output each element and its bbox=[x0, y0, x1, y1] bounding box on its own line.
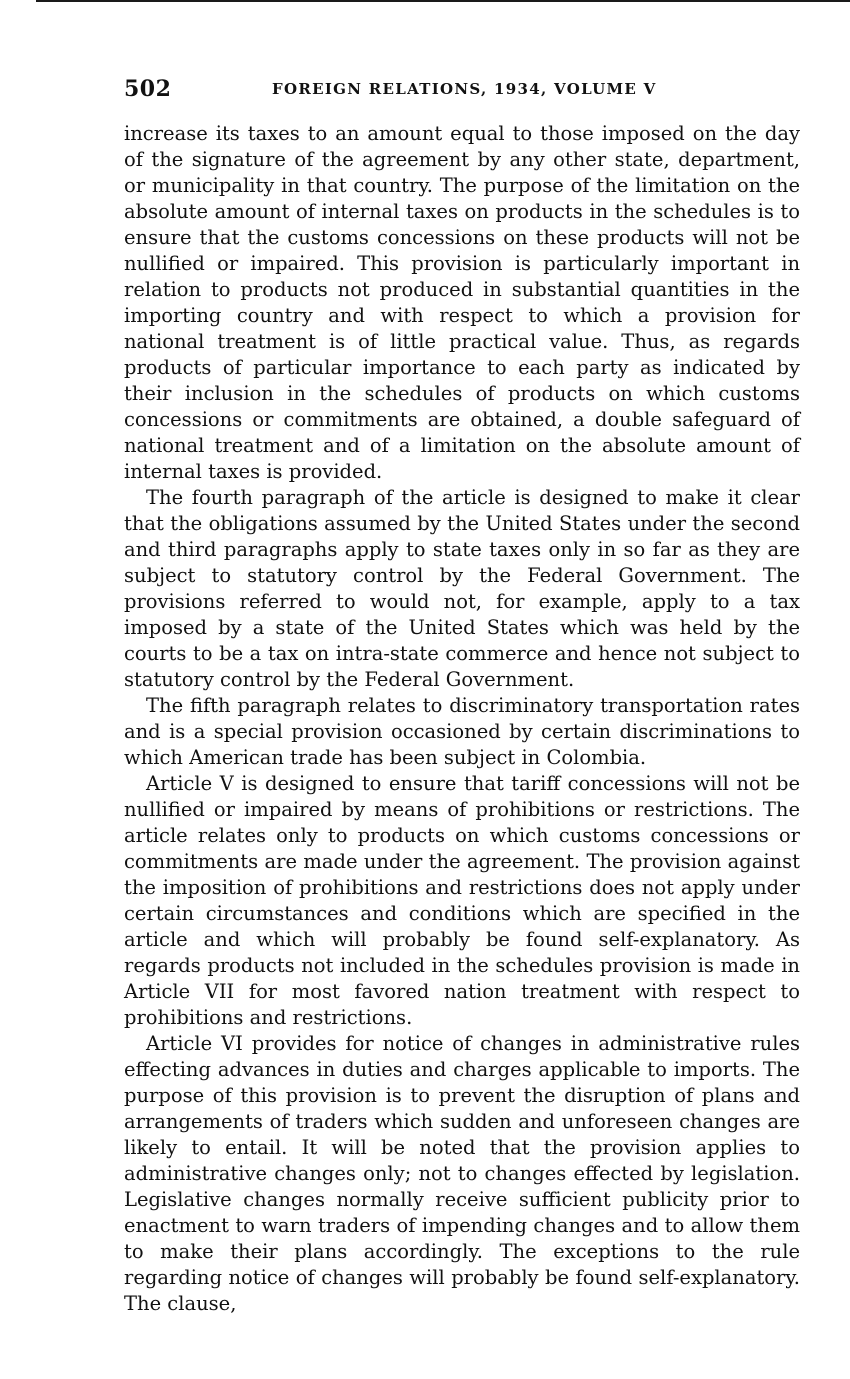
paragraph-fourth-paragraph: The fourth paragraph of the article is designed to make it clear that the obligations assumed by the United States under the second and third paragraphs apply to state taxes only in so far as they are subject to statutory control by the Federal Government. The provisions referred to would not, for example, apply to a tax imposed by a state of the United States which was held by the courts to be a tax on intra-state commerce and hence not subject to statutory control by the Federal Government. bbox=[124, 486, 800, 691]
paragraph-article-vi: Article VI provides for notice of changes in administrative rules effecting advances in duties and charges applicable to imports. The purpose of this provision is to prevent the disruption of plans and arrangements of traders which sudden and unforeseen changes are likely to entail. It will be noted that the provision applies to administrative changes only; not to changes effected by legislation. Legislative changes normally receive sufficient publicity prior to enactment to warn traders of impending changes and to allow them to make their plans accordingly. The exceptions to the rule regarding notice of changes will probably be found self-explanatory. The clause, bbox=[124, 1032, 800, 1315]
paragraph-fifth-paragraph: The fifth paragraph relates to discriminatory transportation rates and is a special provision occasioned by certain discriminations to which American trade has been subject in Colombia. bbox=[124, 694, 800, 769]
top-rule bbox=[36, 0, 850, 2]
page-header bbox=[124, 76, 800, 106]
body-text bbox=[124, 121, 800, 1317]
paragraph-article-v: Article V is designed to ensure that tariff concessions will not be nullified or impaired by means of prohibitions or restrictions. The article relates only to products on which customs concessions or commitments are made under the agreement. The provision against the imposition of prohibitions and restrictions does not apply under certain circumstances and conditions which are specified in the article and which will probably be found self-explanatory. As regards products not included in the schedules provision is made in Article VII for most favored nation treatment with respect to prohibitions and restrictions. bbox=[124, 772, 800, 1029]
paragraph-continued: increase its taxes to an amount equal to those imposed on the day of the signature of the agreement by any other state, department, or municipality in that country. The purpose of the limitation on the absolute amount of internal taxes on products in the schedules is to ensure that the customs concessions on these products will not be nullified or impaired. This provision is particularly important in relation to products not produced in substantial quantities in the importing country and with respect to which a provision for national treatment is of little practical value. Thus, as regards products of particular importance to each party as indicated by their inclusion in the schedules of products on which customs concessions or commitments are obtained, a double safeguard of national treatment and of a limitation on the absolute amount of internal taxes is provided. bbox=[124, 122, 800, 483]
running-head: FOREIGN RELATIONS, 1934, VOLUME V bbox=[272, 80, 657, 98]
page-number: 502 bbox=[124, 76, 172, 102]
